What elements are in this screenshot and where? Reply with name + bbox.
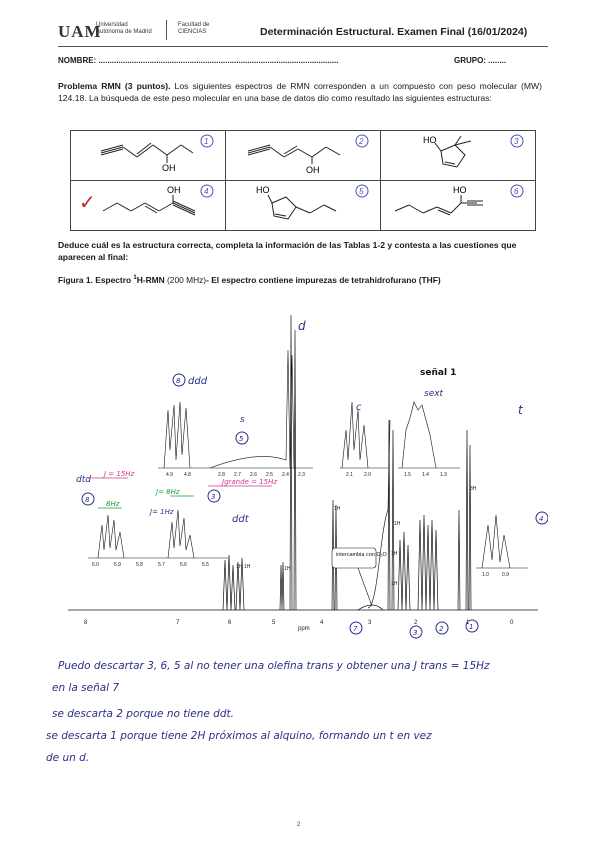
annot-jgrande: Jgrande = 15Hz <box>222 478 278 486</box>
inset-t-signal <box>482 515 510 568</box>
inset-sext-signal <box>402 402 436 468</box>
problem-text: Los siguientes espectros de RMN corresponden a un compuesto con peso molecular (MW) 124.18. La búsqueda de este peso molecular en una base de datos dio como resultado las siguientes estructuras: <box>58 81 542 103</box>
structure-5-label: HO <box>256 185 270 195</box>
exchange-box <box>332 548 376 568</box>
structure-4-drawing <box>71 181 225 225</box>
inset-e-tick-0: 6.0 <box>92 562 99 568</box>
structure-cell-4 <box>71 181 226 231</box>
inset-s-signal <box>210 350 294 468</box>
structure-6-label: HO <box>453 185 467 195</box>
x-tick-8: 8 <box>84 620 88 626</box>
peak-small <box>458 510 460 610</box>
integral-label-4: 3H <box>470 486 477 492</box>
structure-5-number: 5 <box>359 187 364 196</box>
inset-e-tick-5: 5.5 <box>202 562 209 568</box>
structure-6-number: 6 <box>514 187 519 196</box>
annot-ddt: ddt <box>232 514 249 525</box>
inset-f-tick-0: 1.0 <box>482 572 489 578</box>
nmr-spectrum <box>58 310 548 645</box>
figure-sup: 1 <box>133 275 137 282</box>
x-tick-7: 7 <box>176 620 180 626</box>
faculty-name: Facultad de CIENCIAS <box>178 22 210 35</box>
annot-circle-3b: 3 <box>413 629 418 637</box>
inset-f-tick-1: 0.9 <box>502 572 509 578</box>
figure-rest: - El espectro contiene impurezas de tetrahidrofurano (THF) <box>206 275 441 285</box>
structure-6-drawing <box>381 181 535 225</box>
inset-b-tick-5: 2.3 <box>298 472 305 478</box>
handwritten-line-1: Puedo descartar 3, 6, 5 al no tener una olefina trans y obtener una J trans = 15Hz <box>58 660 490 672</box>
annot-circle-6: 8 <box>176 377 181 385</box>
inset-e-tick-4: 5.6 <box>180 562 187 568</box>
figure-label: Figura 1. Espectro <box>58 275 134 285</box>
problem-heading: Problema RMN (3 puntos). <box>58 81 171 91</box>
integral-label-7: 1H <box>391 551 398 557</box>
nombre-field: NOMBRE: ............................................................................................................ <box>58 56 339 65</box>
structure-1-number: 1 <box>204 137 209 146</box>
structure-cell-1 <box>71 131 226 181</box>
inset-c-signal <box>342 402 368 468</box>
inset-olefin-signal <box>98 510 194 558</box>
figure-caption <box>58 275 441 285</box>
structures-table <box>70 130 536 231</box>
inset-c-tick-1: 2.0 <box>364 472 371 478</box>
handwritten-line-2: en la señal 7 <box>52 682 120 694</box>
inset-b-tick-0: 2.8 <box>218 472 225 478</box>
exchange-label: intercambia con D₂O <box>336 552 387 558</box>
inset-d-tick-1: 1.4 <box>422 472 429 478</box>
annot-senal1: señal 1 <box>420 368 457 378</box>
inset-b-tick-2: 2.6 <box>250 472 257 478</box>
annot-circle-2: 2 <box>439 625 444 633</box>
structure-1-label: OH <box>162 163 176 173</box>
structure-4-number: 4 <box>204 187 209 196</box>
figure-freq: (200 MHz) <box>164 275 207 285</box>
annot-s: s <box>240 415 245 425</box>
inset-e-tick-1: 5.9 <box>114 562 121 568</box>
inset-a-tick-0: 4.9 <box>166 472 173 478</box>
annot-j15: J = 15Hz <box>104 470 135 478</box>
annot-circle-4: 4 <box>539 515 544 523</box>
structure-3-drawing <box>381 131 535 175</box>
structure-4-label: OH <box>167 185 181 195</box>
inset-c-tick-0: 2.1 <box>346 472 353 478</box>
structure-5-drawing <box>226 181 380 225</box>
inset-a-tick-1: 4.8 <box>184 472 191 478</box>
x-tick-3: 3 <box>368 620 372 626</box>
structure-cell-2 <box>226 131 381 181</box>
handwritten-line-3: se descarta 2 porque no tiene ddt. <box>52 708 234 720</box>
figure-nucleus: H-RMN <box>136 275 165 285</box>
annot-j1: J= 1Hz <box>150 508 174 516</box>
structure-3-number: 3 <box>514 137 519 146</box>
inset-ddd-signal <box>164 402 190 468</box>
inset-e-tick-3: 5.7 <box>158 562 165 568</box>
inset-e-tick-2: 5.8 <box>136 562 143 568</box>
structure-cell-5 <box>226 181 381 231</box>
annot-j8b: J= 8Hz <box>156 488 180 496</box>
check-mark: ✓ <box>79 192 96 214</box>
peak-sext <box>418 515 438 610</box>
x-tick-0: 0 <box>510 620 514 626</box>
integral-label-0: 1H <box>236 564 243 570</box>
x-tick-1: 1 <box>466 620 470 626</box>
structure-2-drawing <box>226 131 380 175</box>
grupo-field: GRUPO: ........ <box>454 56 507 65</box>
header-separator <box>166 20 167 40</box>
structure-cell-6 <box>381 181 536 231</box>
annot-circle-5: 5 <box>239 435 244 443</box>
exam-title: Determinación Estructural. Examen Final (16/01/2024) <box>260 26 528 38</box>
annot-j8a: 8Hz <box>106 500 120 508</box>
handwritten-line-4: se descarta 1 porque tiene 2H próximos al alquino, formando un t en vez <box>46 730 432 742</box>
page-number: 2 <box>297 822 301 828</box>
integral-label-3: 1H <box>334 506 341 512</box>
x-tick-5: 5 <box>272 620 276 626</box>
inset-b-tick-3: 2.5 <box>266 472 273 478</box>
handwritten-line-5: de un d. <box>46 752 90 764</box>
peak-d-doublet <box>290 315 296 610</box>
structure-1-drawing <box>71 131 225 175</box>
annot-dtd: dtd <box>76 475 91 485</box>
integral-curve <box>368 420 390 608</box>
x-tick-6: 6 <box>228 620 232 626</box>
instructions: Deduce cuál es la estructura correcta, completa la información de las Tablas 1-2 y contesta a las cuestiones que aparecen al final: <box>58 240 517 262</box>
problem-statement <box>58 80 542 104</box>
peak-t <box>466 430 471 610</box>
annot-ddd: ddd <box>188 376 208 387</box>
annot-circle-8: 8 <box>85 496 90 504</box>
structure-3-label: HO <box>423 135 437 145</box>
university-name: Universidad Autónoma de Madrid <box>96 22 152 35</box>
annot-c: c <box>356 402 362 413</box>
inset-b-tick-1: 2.7 <box>234 472 241 478</box>
annot-circle-1: 1 <box>469 623 474 631</box>
annot-circle-3: 3 <box>211 493 216 501</box>
inset-b-tick-4: 2.4 <box>282 472 289 478</box>
integral-label-2: 1H <box>284 566 291 572</box>
annot-circle-7: 7 <box>353 625 358 633</box>
annot-sext: sext <box>424 389 444 399</box>
x-tick-2: 2 <box>414 620 418 626</box>
peak-c <box>398 532 410 610</box>
integral-label-5: 1H <box>394 521 401 527</box>
x-unit: ppm <box>298 626 310 632</box>
inset-d-tick-0: 1.5 <box>404 472 411 478</box>
integral-label-1: 1H <box>244 564 251 570</box>
annot-t: t <box>518 403 523 417</box>
annot-d: d <box>298 319 306 333</box>
x-tick-4: 4 <box>320 620 324 626</box>
uam-logo: UAM <box>58 22 102 41</box>
structure-cell-3 <box>381 131 536 181</box>
integral-label-9: 1H <box>391 581 398 587</box>
header-rule <box>58 46 548 47</box>
inset-d-tick-2: 1.3 <box>440 472 447 478</box>
structure-2-number: 2 <box>359 137 364 146</box>
structure-2-label: OH <box>306 165 320 175</box>
